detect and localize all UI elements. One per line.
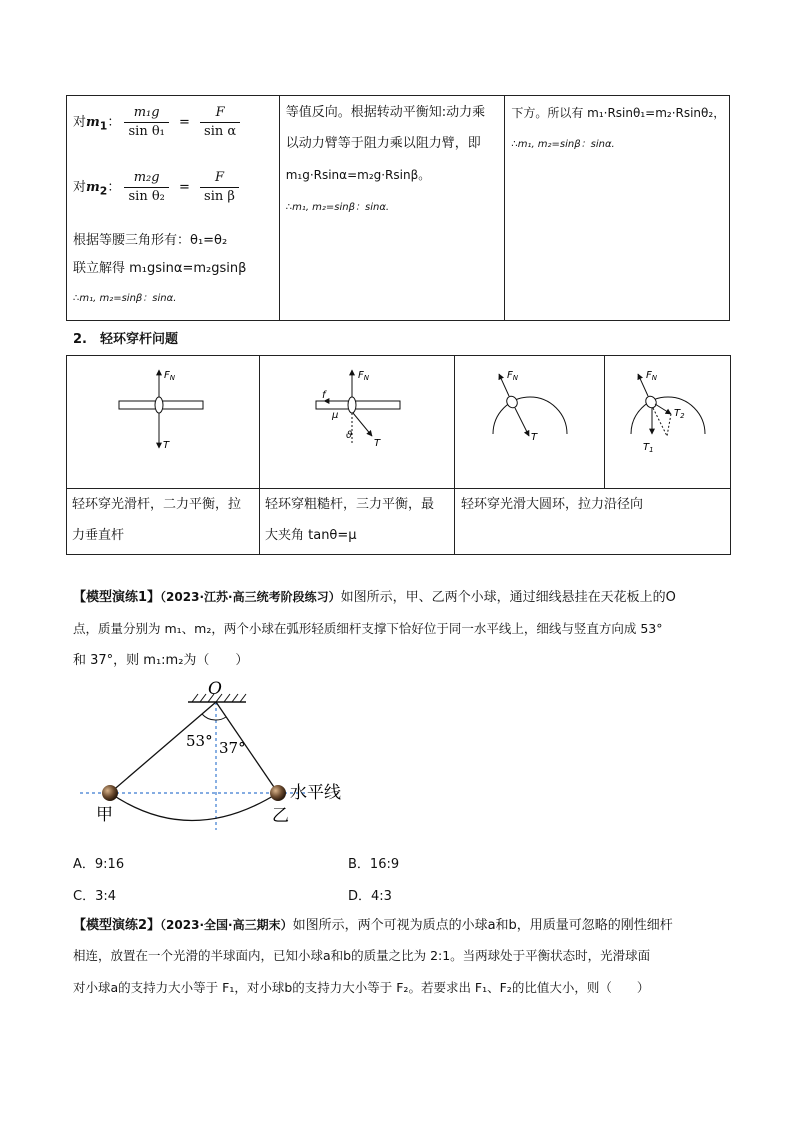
theta-label: ϑ: [346, 430, 353, 441]
equation-m1: 对$m_1$： $\frac{\text{m₁g}}{\text{sin θ₁}}$ = $\frac{F}{\text{sin α}}$: [73, 104, 240, 141]
derivation-col-2: [279, 96, 505, 321]
angle-53-label: 53°: [186, 732, 213, 750]
pendulum-figure: [70, 680, 390, 830]
big-ring-diagram: [455, 356, 604, 484]
desc-cell-rough-rod: 轻环穿粗糙杆，三力平衡，最 大夹角 tanθ=μ: [260, 489, 455, 555]
exercise-2-line-3: 对小球a的支持力大小等于 F₁，对小球b的支持力大小等于 F₂。若要求出 F₁、F₂的比值大小，则（ ）: [73, 980, 650, 995]
fraction-left: $\frac{\text{m₁g}}{\text{sin θ₁}}$: [124, 104, 168, 141]
t-label: T: [163, 440, 170, 451]
fn-label: $F_N$: [646, 370, 658, 382]
option-b[interactable]: B．16:9: [348, 857, 400, 872]
exercise-1-line-2: 点，质量分别为 m₁、m₂，两个小球在弧形轻质细杆支撑下恰好位于同一水平线上，细线与竖直方向成 53°: [73, 621, 663, 636]
angle-arc-left: [202, 714, 216, 720]
fraction-right: $\frac{F}{\text{sin α}}$: [200, 104, 240, 141]
diagram-cell-big-ring: [455, 356, 605, 489]
angle-arc-right: [216, 717, 226, 720]
moment-result: ∴m₁, m₂=sinβ：sinα.: [511, 139, 615, 150]
ball-jia: [102, 785, 118, 801]
big-ring-arc: [631, 397, 705, 434]
desc-cell-smooth-rod: 轻环穿光滑杆，二力平衡，拉 力垂直杆: [67, 489, 260, 555]
option-c[interactable]: C．3:4: [73, 889, 116, 904]
solve-line: 联立解得 m₁gsinα=m₂gsinβ: [73, 261, 247, 276]
torque-line-3: m₁g·Rsinα=m₂g·Rsinβ。: [285, 168, 431, 182]
desc-cell-big-ring: 轻环穿光滑大圆环，拉力沿径向: [455, 489, 731, 555]
horizontal-line-label: 水平线: [290, 783, 341, 803]
ring: [644, 394, 659, 409]
t2-arrow: [655, 404, 671, 414]
point-o-label: O: [208, 680, 222, 699]
torque-line-1: 等值反向。根据转动平衡知:动力乘: [285, 105, 486, 120]
angle-37-label: 37°: [219, 739, 246, 757]
diagram-cell-rough-rod: [260, 356, 455, 489]
fn-label: $F_N$: [507, 370, 519, 382]
diagram-cell-big-ring-two-ropes: [605, 356, 731, 489]
f-label: f: [322, 390, 326, 401]
mu-label: μ: [332, 410, 339, 421]
ball-yi: [270, 785, 286, 801]
diagram-cell-smooth-rod: [67, 356, 260, 489]
section-title: 2. 轻环穿杆问题: [73, 332, 178, 347]
ring: [505, 394, 520, 409]
ball-yi-label: 乙: [272, 806, 289, 826]
result-line: ∴m₁, m₂=sinβ：sinα.: [73, 293, 177, 304]
ring: [348, 397, 356, 413]
exercise-1-line-1: 【模型演练1】（2023·江苏·高三统考阶段练习）如图所示，甲、乙两个小球，通过细线悬挂在天花板上的O: [73, 590, 676, 605]
moment-line-1: 下方。所以有 m₁·Rsinθ₁=m₂·Rsinθ₂，: [511, 106, 726, 120]
derivation-col-3: [505, 96, 730, 321]
parallelogram-side: [667, 414, 671, 436]
option-d[interactable]: D．4:3: [348, 889, 392, 904]
tension-arrow: [515, 408, 529, 436]
rod: [316, 401, 400, 409]
option-a[interactable]: A．9:16: [73, 857, 125, 872]
t-label: T: [374, 438, 381, 449]
curved-rod: [110, 793, 278, 821]
torque-line-2: 以动力臂等于阻力乘以阻力臂，即: [285, 136, 481, 151]
fn-label: $F_N$: [164, 370, 176, 382]
ring-on-rod-table: [66, 355, 731, 555]
ring: [155, 397, 163, 413]
big-ring-arc: [493, 397, 567, 434]
derivation-col-1: [67, 96, 280, 321]
isosceles-line: 根据等腰三角形有：θ₁=θ₂: [73, 233, 228, 248]
smooth-rod-diagram: [67, 356, 259, 484]
fraction-left: $\frac{\text{m₂g}}{\text{sin θ₂}}$: [124, 169, 168, 206]
t2-label: $T_2$: [674, 408, 685, 420]
fn-label: $F_N$: [358, 370, 370, 382]
exercise-2-line-2: 相连，放置在一个光滑的半球面内，已知小球a和b的质量之比为 2:1。当两球处于平衡状态时，光滑球面: [73, 948, 651, 963]
torque-result: ∴m₁, m₂=sinβ：sinα.: [285, 202, 390, 213]
resultant-dashed: [653, 408, 667, 436]
t1-label: $T_1$: [643, 442, 654, 454]
t-label: T: [531, 432, 538, 443]
exercise-2-line-1: 【模型演练2】（2023·全国·高三期末）如图所示，两个可视为质点的小球a和b，用质量可忽略的刚性细杆: [73, 918, 673, 933]
ball-jia-label: 甲: [96, 805, 113, 825]
equation-m2: 对$m_2$： $\frac{\text{m₂g}}{\text{sin θ₂}}$ = $\frac{F}{\text{sin β}}$: [73, 169, 239, 206]
exercise-1-line-3: 和 37°，则 m₁:m₂为（ ）: [73, 653, 249, 668]
derivation-table: [66, 95, 730, 321]
big-ring-two-ropes-diagram: [605, 356, 730, 484]
tension-arrow: [353, 413, 372, 436]
fraction-right: $\frac{F}{\text{sin β}}$: [200, 169, 239, 206]
rough-rod-diagram: [260, 356, 454, 484]
